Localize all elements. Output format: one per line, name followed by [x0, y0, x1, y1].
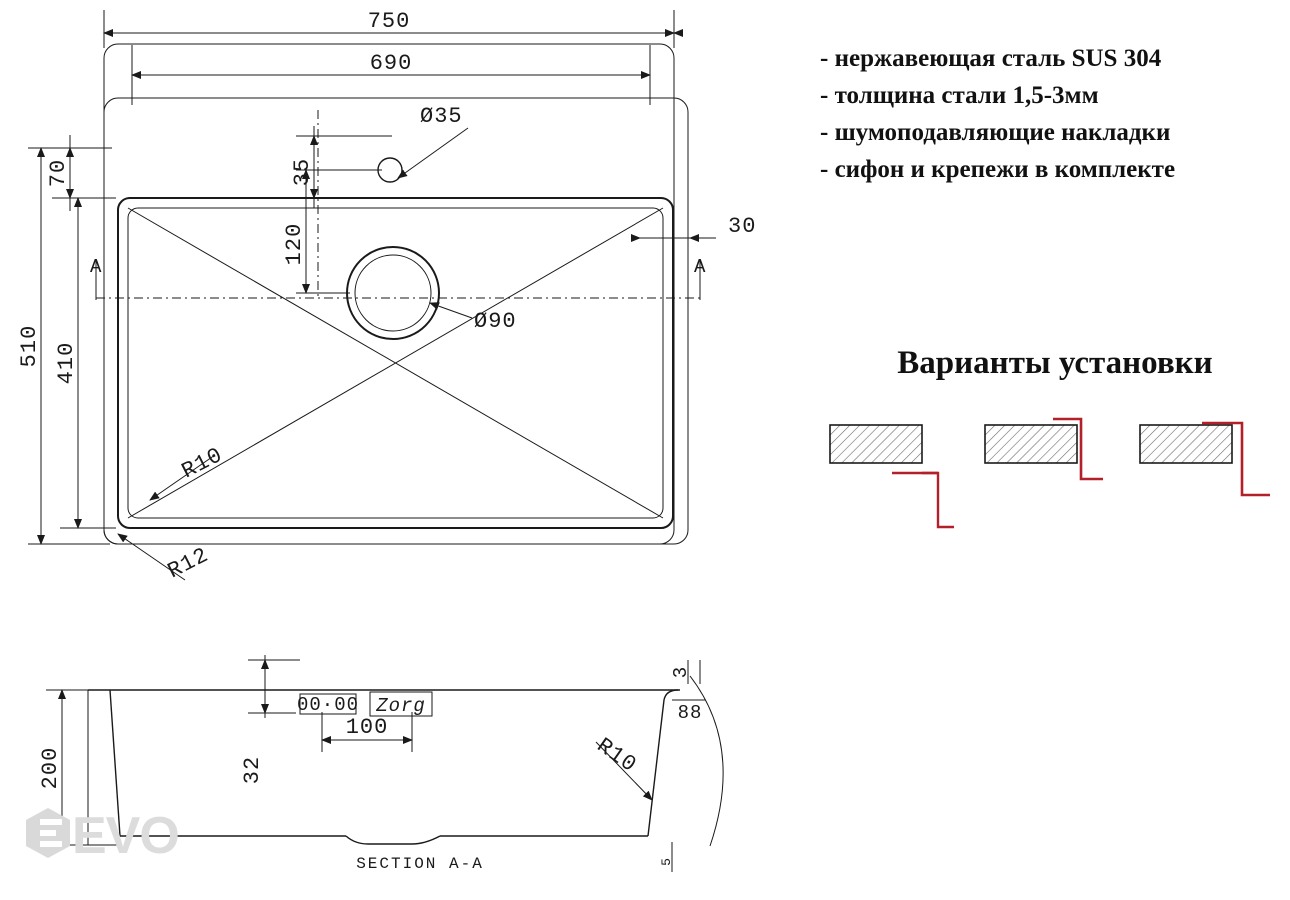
brand-plate: [370, 692, 432, 717]
dim-drain-120: [282, 170, 382, 293]
svg-text:3: 3: [670, 665, 692, 679]
svg-text:Zorg: Zorg: [376, 695, 426, 717]
svg-text:R10: R10: [591, 733, 642, 779]
install-variant-flush: [820, 415, 970, 555]
drain-hole: [347, 247, 439, 339]
svg-text:R12: R12: [163, 542, 214, 585]
dim-width-690: [132, 45, 650, 105]
spec-item-3: - сифон и крепежи в комплекте: [820, 156, 1176, 183]
svg-text:120: 120: [282, 222, 307, 266]
install-options-title: Варианты установки: [897, 345, 1213, 381]
dim-offset-70: [46, 135, 112, 211]
dim-pad-offset-32: [240, 655, 300, 784]
sound-pad-badge: [297, 694, 359, 716]
specs-list: [820, 40, 1280, 188]
dim-tap-hole-diameter: [398, 104, 468, 178]
svg-text:200: 200: [38, 746, 63, 790]
section-label: SECTION A-A: [356, 855, 484, 873]
dim-thickness-3: [670, 660, 700, 684]
svg-text:Ø90: Ø90: [474, 309, 517, 334]
svg-text:510: 510: [17, 324, 42, 368]
svg-text:30: 30: [728, 214, 757, 239]
svg-text:R10: R10: [177, 442, 228, 485]
svg-text:5: 5: [659, 858, 674, 866]
dim-bottom-thickness-5: [659, 842, 674, 872]
svg-text:410: 410: [54, 341, 79, 385]
dim-drain-diameter: [430, 303, 517, 334]
svg-text:32: 32: [240, 755, 265, 785]
install-variant-undermount: [1130, 415, 1280, 555]
svg-text:70: 70: [46, 158, 71, 188]
svg-text:A: A: [90, 256, 103, 278]
svg-text:35: 35: [290, 157, 315, 187]
dim-radius-r10-section: [592, 733, 652, 800]
svg-text:88: 88: [677, 702, 703, 724]
svg-text:A: A: [694, 256, 707, 278]
svg-text:690: 690: [369, 51, 413, 76]
section-mark-left: [90, 256, 102, 300]
svg-text:750: 750: [367, 9, 411, 34]
svg-text:Ø35: Ø35: [420, 104, 463, 129]
dim-radius-r10-top: [150, 443, 227, 500]
watermark-text: EVO: [72, 807, 179, 865]
svg-text:100: 100: [345, 715, 389, 740]
dim-radius-r12: [118, 534, 213, 584]
spec-item-2: - шумоподавляющие накладки: [820, 119, 1171, 146]
dim-width-750: [104, 9, 674, 48]
spec-item-0: - нержавеющая сталь SUS 304: [820, 45, 1162, 72]
dim-pad-width-100: [322, 712, 412, 752]
section-mark-right: [694, 256, 706, 300]
install-options-row: [815, 415, 1290, 555]
dim-height-410: [54, 198, 116, 528]
dim-taphole-35: [290, 126, 392, 208]
dim-offset-30: [640, 214, 756, 239]
dim-flange-88: [672, 700, 706, 724]
install-variant-overlay: [975, 415, 1125, 555]
spec-item-1: - толщина стали 1,5-3мм: [820, 82, 1099, 109]
svg-text:00·00: 00·00: [296, 694, 360, 716]
